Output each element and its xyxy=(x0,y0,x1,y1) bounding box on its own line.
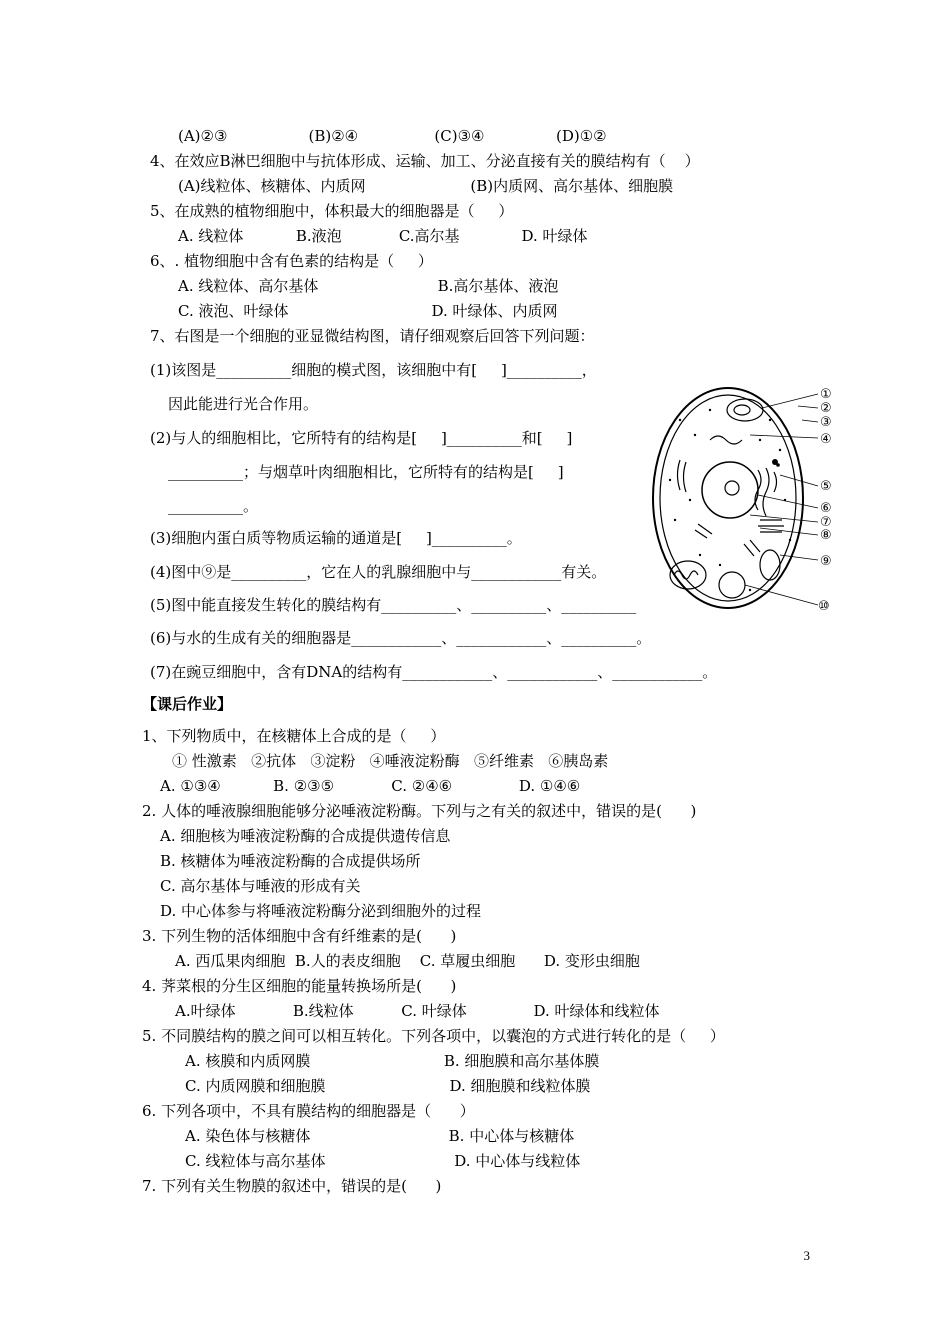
label-4: ④ xyxy=(820,432,832,447)
q5-stem: 5、在成熟的植物细胞中，体积最大的细胞器是（ ） xyxy=(150,202,514,220)
label-9: ⑨ xyxy=(820,554,832,569)
q7-part1: (1)该图是__________细胞的模式图，该细胞中有[ ]__________， xyxy=(150,361,597,379)
q7-part2-cont: __________；与烟草叶肉细胞相比，它所特有的结构是[ ] xyxy=(168,463,564,481)
hw6-stem: 6. 下列各项中，不具有膜结构的细胞器是（ ） xyxy=(142,1102,475,1120)
plant-cell-diagram xyxy=(650,380,840,620)
q7-part7: (7)在豌豆细胞中，含有DNA的结构有____________、____________、____________。 xyxy=(150,663,718,681)
q5-options: A. 线粒体 B.液泡 C.高尔基 D. 叶绿体 xyxy=(178,227,588,245)
label-6: ⑥ xyxy=(820,501,832,516)
q4-stem: 4、在效应B淋巴细胞中与抗体形成、运输、加工、分泌直接有关的膜结构有（ ） xyxy=(150,152,700,170)
q6-options-ab: A. 线粒体、高尔基体 B.高尔基体、液泡 xyxy=(178,277,559,295)
hw5-options-ab: A. 核膜和内质网膜 B. 细胞膜和高尔基体膜 xyxy=(185,1052,600,1070)
q7-part4: (4)图中⑨是__________，它在人的乳腺细胞中与____________有关。 xyxy=(150,563,607,581)
chloroplast xyxy=(727,399,763,421)
vacuole xyxy=(760,550,780,580)
label-2: ② xyxy=(820,401,832,416)
chloroplast-2 xyxy=(719,572,745,598)
cell-membrane xyxy=(660,395,796,601)
hw2-option-c: C. 高尔基体与唾液的形成有关 xyxy=(160,877,361,895)
hw2-option-d: D. 中心体参与将唾液淀粉酶分泌到细胞外的过程 xyxy=(160,902,482,920)
nucleolus xyxy=(725,481,739,495)
q7-stem: 7、右图是一个细胞的亚显微结构图，请仔细观察后回答下列问题： xyxy=(150,327,595,345)
hw5-options-cd: C. 内质网膜和细胞膜 D. 细胞膜和线粒体膜 xyxy=(185,1077,591,1095)
nucleus xyxy=(702,462,758,518)
label-3: ③ xyxy=(820,415,832,430)
hw3-options: A. 西瓜果肉细胞 B.人的表皮细胞 C. 草履虫细胞 D. 变形虫细胞 xyxy=(175,952,640,970)
hw1-options: A. ①③④ B. ②③⑤ C. ②④⑥ D. ①④⑥ xyxy=(160,777,581,795)
hw6-options-cd: C. 线粒体与高尔基体 D. 中心体与线粒体 xyxy=(185,1152,581,1170)
q7-part2-end: __________。 xyxy=(168,497,259,515)
label-7: ⑦ xyxy=(820,515,832,530)
hw7-stem: 7. 下列有关生物膜的叙述中，错误的是( ) xyxy=(142,1177,442,1195)
q7-part1-cont: 因此能进行光合作用。 xyxy=(168,395,319,413)
label-8: ⑧ xyxy=(820,528,832,543)
hw2-option-a: A. 细胞核为唾液淀粉酶的合成提供遗传信息 xyxy=(160,827,451,845)
hw1-items: ① 性激素 ②抗体 ③淀粉 ④唾液淀粉酶 ⑤纤维素 ⑥胰岛素 xyxy=(172,752,609,770)
hw1-stem: 1、下列物质中，在核糖体上合成的是（ ） xyxy=(142,727,446,745)
q3-options: (A)②③ (B)②④ (C)③④ (D)①② xyxy=(178,127,607,145)
q6-options-cd: C. 液泡、叶绿体 D. 叶绿体、内质网 xyxy=(178,302,558,320)
q7-part2: (2)与人的细胞相比，它所特有的结构是[ ]__________和[ ] xyxy=(150,429,573,447)
homework-heading: 【课后作业】 xyxy=(142,695,233,713)
page-number: 3 xyxy=(803,1248,810,1263)
hw5-stem: 5. 不同膜结构的膜之间可以相互转化。下列各项中，以囊泡的方式进行转化的是（ ） xyxy=(142,1027,725,1045)
cell-wall xyxy=(653,388,803,608)
label-1: ① xyxy=(820,387,832,402)
hw2-option-b: B. 核糖体为唾液淀粉酶的合成提供场所 xyxy=(160,852,421,870)
q7-part5: (5)图中能直接发生转化的膜结构有__________、__________、__________ xyxy=(150,596,637,614)
hw4-options: A.叶绿体 B.线粒体 C. 叶绿体 D. 叶绿体和线粒体 xyxy=(175,1002,660,1020)
label-10: ⑩ xyxy=(818,599,830,614)
q6-stem: 6、. 植物细胞中含有色素的结构是（ ） xyxy=(150,252,433,270)
hw6-options-ab: A. 染色体与核糖体 B. 中心体与核糖体 xyxy=(185,1127,575,1145)
hw3-stem: 3. 下列生物的活体细胞中含有纤维素的是( ) xyxy=(142,927,457,945)
hw2-stem: 2. 人体的唾液腺细胞能够分泌唾液淀粉酶。下列与之有关的叙述中，错误的是( ) xyxy=(142,802,697,820)
q4-options: (A)线粒体、核糖体、内质网 (B)内质网、高尔基体、细胞膜 xyxy=(178,177,674,195)
label-5: ⑤ xyxy=(820,479,832,494)
q7-part6: (6)与水的生成有关的细胞器是____________、____________、__________。 xyxy=(150,629,652,647)
hw4-stem: 4. 荠菜根的分生区细胞的能量转换场所是( ) xyxy=(142,977,457,995)
q7-part3: (3)细胞内蛋白质等物质运输的通道是[ ]__________。 xyxy=(150,529,522,547)
